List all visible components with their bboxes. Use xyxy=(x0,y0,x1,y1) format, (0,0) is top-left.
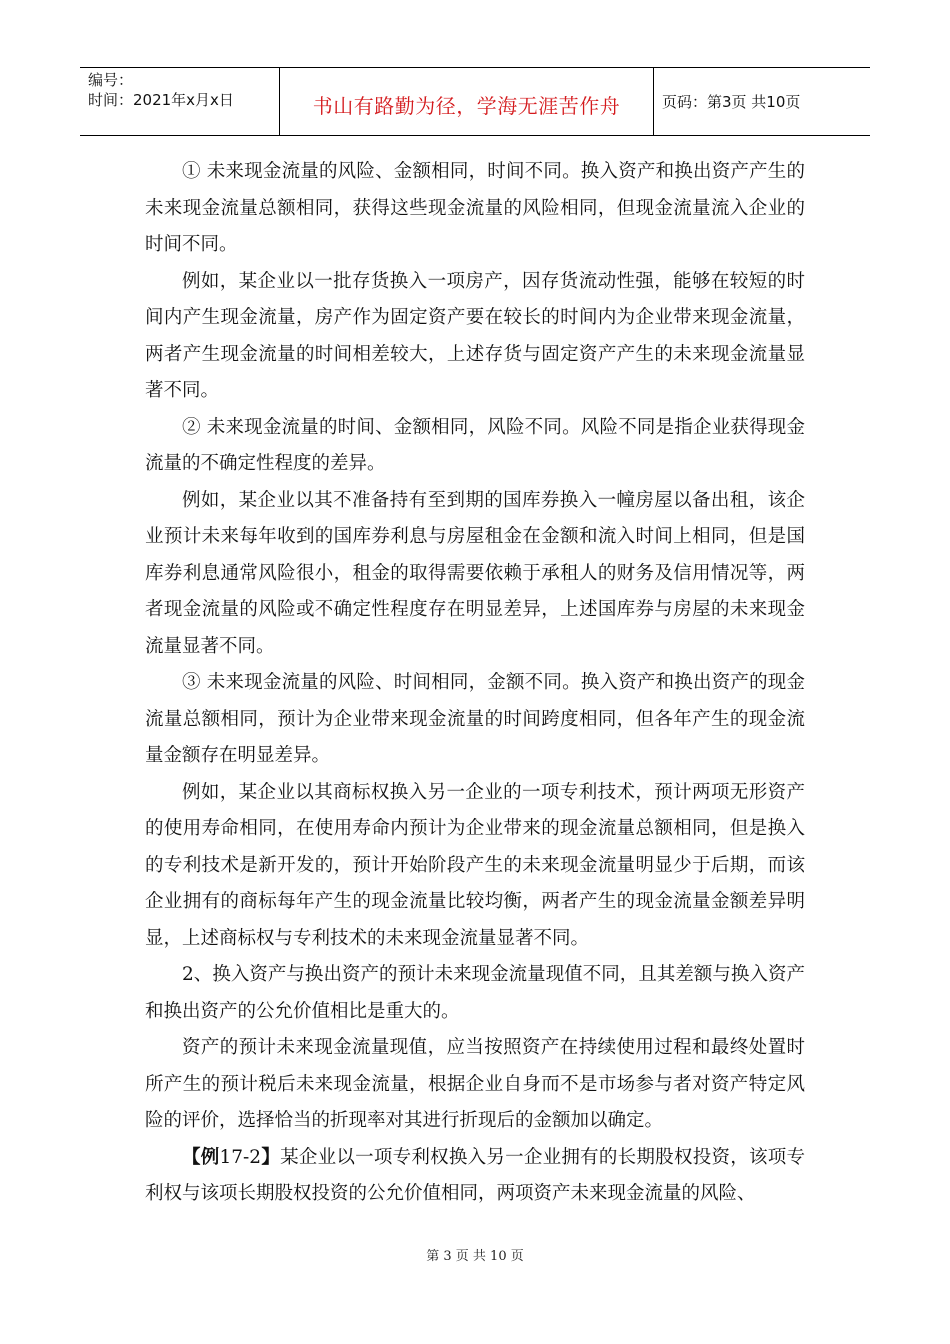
paragraph: 例如，某企业以其商标权换入另一企业的一项专利技术，预计两项无形资产的使用寿命相同，在使用寿命内预计为企业带来的现金流量总额相同，但是换入的专利技术是新开发的，预计开始阶段产生的未来现金流量明显少于后期，而该企业拥有的商标每年产生的现金流量比较均衡，两者产生的现金流量金额差异明显，上述商标权与专利技术的未来现金流量显著不同。 xyxy=(145,781,805,949)
paragraph: 资产的预计未来现金流量现值，应当按照资产在持续使用过程和最终处置时所产生的预计税后未来现金流量，根据企业自身而不是市场参与者对资产特定风险的评价，选择恰当的折现率对其进行折现后的金额加以确定。 xyxy=(145,1037,805,1131)
header-page-label: 页码：第3页 共10页 xyxy=(662,93,801,111)
header-motto: 书山有路勤为径，学海无涯苦作舟 xyxy=(280,68,654,135)
paragraph: ③ 未来现金流量的风险、时间相同，金额不同。换入资产和换出资产的现金流量总额相同，预计为企业带来现金流量的时间跨度相同，但各年产生的现金流量金额存在明显差异。 xyxy=(145,672,805,766)
page-footer: 第 3 页 共 10 页 xyxy=(426,1249,524,1264)
example-paragraph xyxy=(145,1140,805,1213)
example-label-close: 】 xyxy=(261,1146,281,1168)
time-label: 时间：2021年x月x日 xyxy=(88,91,234,109)
example-number: 17-2 xyxy=(219,1146,262,1168)
paragraph: ② 未来现金流量的时间、金额相同，风险不同。风险不同是指企业获得现金流量的不确定性程度的差异。 xyxy=(145,416,805,474)
example-text: 某企业以一项专利权换入另一企业拥有的长期股权投资，该项专利权与该项长期股权投资的公允价值相同，两项资产未来现金流量的风险、 xyxy=(145,1146,805,1204)
paragraph: 例如，某企业以其不准备持有至到期的国库券换入一幢房屋以备出租，该企业预计未来每年收到的国库券利息与房屋租金在金额和流入时间上相同，但是国库券利息通常风险很小，租金的取得需要依赖于承租人的财务及信用情况等，两者现金流量的风险或不确定性程度存在明显差异，上述国库券与房屋的未来现金流量显著不同。 xyxy=(145,489,805,657)
example-label-open: 【例 xyxy=(182,1146,220,1168)
number-label: 编号： xyxy=(88,71,134,89)
paragraph: 2、换入资产与换出资产的预计未来现金流量现值不同，且其差额与换入资产和换出资产的公允价值相比是重大的。 xyxy=(145,964,805,1022)
paragraph: ① 未来现金流量的风险、金额相同，时间不同。换入资产和换出资产产生的未来现金流量总额相同，获得这些现金流量的风险相同，但现金流量流入企业的时间不同。 xyxy=(145,161,805,255)
document-body xyxy=(145,154,805,1213)
paragraph: 例如，某企业以一批存货换入一项房产，因存货流动性强，能够在较短的时间内产生现金流量，房产作为固定资产要在较长的时间内为企业带来现金流量，两者产生现金流量的时间相差较大，上述存货与固定资产产生的未来现金流量显著不同。 xyxy=(145,270,805,401)
page-header xyxy=(80,67,870,136)
header-meta xyxy=(80,68,280,135)
